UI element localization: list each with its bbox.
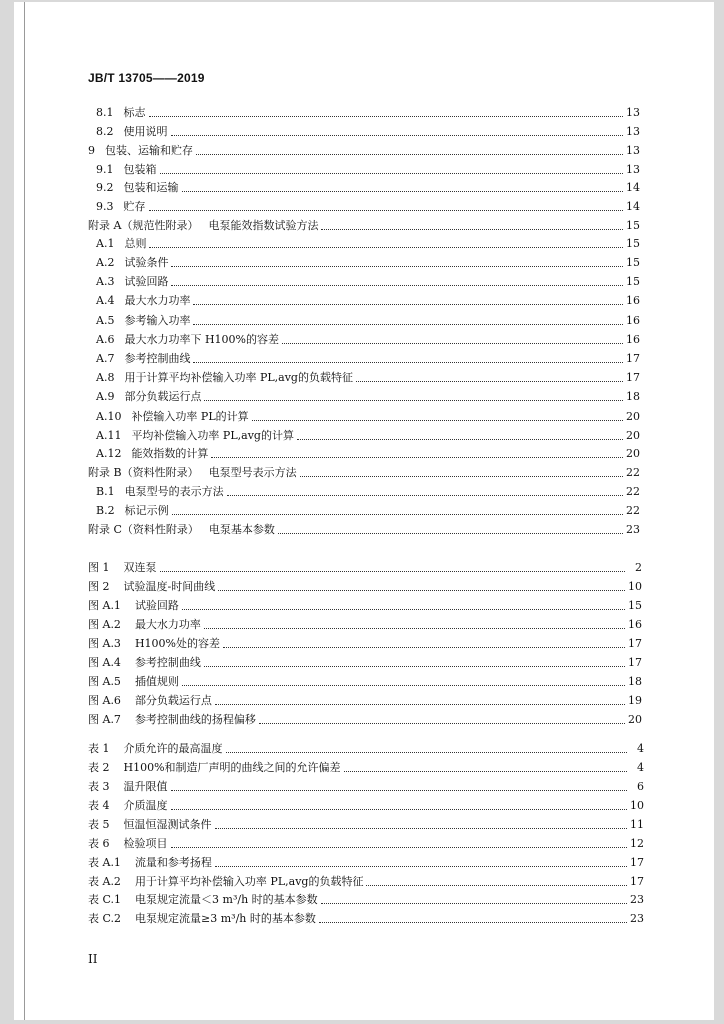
table-entry-title: 流量和参考扬程 (134, 856, 212, 869)
table-entry-number: 表 6 (88, 837, 110, 850)
section-entry-number: 9.3 (96, 200, 114, 213)
section-entry-title: 补偿输入功率 PL的计算 (131, 410, 249, 423)
figure-entry-number: 图 A.5 (88, 675, 121, 688)
section-entry-title: 使用说明 (123, 125, 168, 138)
section-entry-title: 电泵型号表示方法 (208, 466, 297, 479)
figure-entry-title: 试验回路 (134, 599, 179, 612)
section-toc-entry[interactable] (96, 369, 640, 385)
dot-leader (182, 609, 625, 610)
table-entry-number: 表 C.2 (88, 912, 122, 925)
table-entry-title: 检验项目 (123, 837, 168, 850)
dot-leader (366, 885, 627, 886)
section-toc-entry[interactable] (88, 521, 640, 537)
section-entry-page-number: 23 (626, 523, 640, 536)
section-entry-page-number: 13 (626, 163, 640, 176)
dot-leader (204, 666, 625, 667)
section-entry-number: B.1 (96, 485, 115, 498)
section-toc-entry[interactable] (96, 388, 640, 404)
figure-toc-entry[interactable] (88, 578, 642, 594)
table-entry-title: 用于计算平均补偿输入功率 PL,avg的负载特征 (134, 875, 364, 888)
section-entry-number: 9.1 (96, 163, 114, 176)
section-toc-entry[interactable] (96, 179, 640, 195)
section-toc-entry[interactable] (96, 312, 640, 328)
figure-toc-entry[interactable] (88, 559, 642, 575)
table-toc-entry[interactable] (88, 778, 644, 794)
figure-entry-page-number: 19 (628, 694, 642, 707)
section-entry-title: 包装箱 (123, 163, 157, 176)
section-entry-title: 最大水力功率 (124, 294, 191, 307)
dot-leader (171, 790, 628, 791)
figure-toc-entry[interactable] (88, 654, 642, 670)
section-entry-number: A.7 (96, 352, 115, 365)
section-entry-number: A.2 (96, 256, 115, 269)
table-toc-entry[interactable] (88, 873, 644, 889)
figure-entry-number: 图 A.6 (88, 694, 121, 707)
dot-leader (278, 533, 623, 534)
document-page (14, 2, 714, 1020)
figure-toc-entry[interactable] (88, 635, 642, 651)
dot-leader (259, 723, 625, 724)
section-entry-number: A.9 (96, 390, 115, 403)
section-entry-page-number: 16 (626, 333, 640, 346)
section-toc-entry[interactable] (96, 254, 640, 270)
figure-entry-page-number: 17 (628, 637, 642, 650)
dot-leader (149, 247, 623, 248)
section-entry-number: A.4 (96, 294, 115, 307)
section-entry-title: 平均补偿输入功率 PL,avg的计算 (131, 429, 294, 442)
figure-entry-title: 最大水力功率 (134, 618, 201, 631)
dot-leader (215, 704, 625, 705)
section-entry-page-number: 14 (626, 200, 640, 213)
section-entry-title: 总则 (124, 237, 147, 250)
table-toc-entry[interactable] (88, 835, 644, 851)
dot-leader (218, 590, 625, 591)
table-toc-entry[interactable] (88, 891, 644, 907)
table-entry-number: 表 1 (88, 742, 110, 755)
section-entry-number: 附录 C（资料性附录） (88, 523, 199, 536)
section-entry-page-number: 13 (626, 144, 640, 157)
section-entry-number: 9 (88, 144, 95, 157)
section-entry-title: 贮存 (123, 200, 146, 213)
figure-entry-number: 图 1 (88, 561, 110, 574)
section-entry-number: A.3 (96, 275, 115, 288)
dot-leader (319, 922, 627, 923)
dot-leader (344, 771, 627, 772)
table-entry-page-number: 12 (630, 837, 644, 850)
section-entry-title: 电泵能效指数试验方法 (208, 219, 319, 232)
table-entry-page-number: 6 (637, 780, 644, 793)
dot-leader (171, 266, 623, 267)
section-entry-page-number: 17 (626, 352, 640, 365)
dot-leader (227, 495, 623, 496)
table-toc-entry[interactable] (88, 759, 644, 775)
section-toc-entry[interactable] (96, 198, 640, 214)
section-entry-title: 用于计算平均补偿输入功率 PL,avg的负载特征 (124, 371, 353, 384)
figure-entry-number: 图 A.3 (88, 637, 121, 650)
section-entry-page-number: 22 (626, 466, 640, 479)
dot-leader (171, 809, 628, 810)
section-toc-entry[interactable] (96, 502, 640, 518)
section-entry-page-number: 20 (626, 429, 640, 442)
dot-leader (300, 476, 623, 477)
table-entry-number: 表 A.1 (88, 856, 121, 869)
table-entry-page-number: 23 (630, 912, 644, 925)
figure-entry-page-number: 10 (628, 580, 642, 593)
table-toc-entry[interactable] (88, 854, 644, 870)
dot-leader (160, 173, 624, 174)
table-entry-title: 介质温度 (123, 799, 168, 812)
section-toc-entry[interactable] (88, 142, 640, 158)
section-entry-page-number: 15 (626, 256, 640, 269)
section-entry-number: A.11 (96, 429, 122, 442)
figure-entry-number: 图 A.2 (88, 618, 121, 631)
section-entry-number: A.6 (96, 333, 115, 346)
section-entry-title: 最大水力功率下 H100%的容差 (124, 333, 279, 346)
table-toc-entry[interactable] (88, 797, 644, 813)
dot-leader (282, 343, 623, 344)
section-toc-entry[interactable] (96, 161, 640, 177)
table-entry-number: 表 5 (88, 818, 110, 831)
figure-entry-title: H100%处的容差 (134, 637, 220, 650)
section-entry-page-number: 22 (626, 504, 640, 517)
section-toc-entry[interactable] (96, 331, 640, 347)
figure-entry-page-number: 15 (628, 599, 642, 612)
dot-leader (149, 116, 624, 117)
table-toc-entry[interactable] (88, 910, 644, 926)
table-entry-page-number: 11 (630, 818, 644, 831)
table-toc-entry[interactable] (88, 816, 644, 832)
section-entry-title: 标记示例 (124, 504, 169, 517)
table-entry-title: 温升限值 (123, 780, 168, 793)
section-entry-page-number: 13 (626, 125, 640, 138)
section-toc-entry[interactable] (96, 350, 640, 366)
section-entry-page-number: 13 (626, 106, 640, 119)
section-entry-title: 试验条件 (124, 256, 169, 269)
dot-leader (356, 381, 623, 382)
section-toc-entry[interactable] (96, 292, 640, 308)
section-entry-page-number: 22 (626, 485, 640, 498)
table-entry-page-number: 4 (637, 742, 644, 755)
table-entry-number: 表 A.2 (88, 875, 121, 888)
table-entry-number: 表 4 (88, 799, 110, 812)
dot-leader (196, 154, 623, 155)
section-entry-page-number: 14 (626, 181, 640, 194)
section-entry-number: A.1 (96, 237, 115, 250)
figure-toc-entry[interactable] (88, 673, 642, 689)
section-entry-title: 能效指数的计算 (131, 447, 209, 460)
dot-leader (226, 752, 628, 753)
dot-leader (321, 229, 623, 230)
dot-leader (182, 685, 625, 686)
table-entry-number: 表 C.1 (88, 893, 122, 906)
section-toc-entry[interactable] (96, 235, 640, 251)
dot-leader (182, 191, 624, 192)
dot-leader (193, 362, 623, 363)
dot-leader (215, 828, 628, 829)
section-entry-number: A.10 (96, 410, 122, 423)
section-entry-title: 包装、运输和贮存 (105, 144, 193, 157)
section-toc-entry[interactable] (96, 123, 640, 139)
dot-leader (160, 571, 626, 572)
table-entry-page-number: 17 (630, 875, 644, 888)
table-toc-entry[interactable] (88, 740, 644, 756)
figure-entry-page-number: 16 (628, 618, 642, 631)
section-toc-entry[interactable] (96, 445, 640, 461)
figure-entry-title: 参考控制曲线 (134, 656, 201, 669)
section-entry-title: 试验回路 (124, 275, 169, 288)
table-entry-title: 电泵规定流量＜3 m³/h 时的基本参数 (135, 893, 318, 906)
table-entry-page-number: 10 (630, 799, 644, 812)
table-entry-number: 表 3 (88, 780, 110, 793)
section-entry-page-number: 16 (626, 294, 640, 307)
section-entry-title: 电泵基本参数 (208, 523, 275, 536)
dot-leader (204, 400, 623, 401)
dot-leader (149, 210, 624, 211)
figure-entry-title: 试验温度-时间曲线 (123, 580, 216, 593)
figure-entry-page-number: 17 (628, 656, 642, 669)
table-entry-page-number: 23 (630, 893, 644, 906)
figure-entry-number: 图 2 (88, 580, 110, 593)
section-toc-entry[interactable] (96, 273, 640, 289)
table-entry-title: 介质允许的最高温度 (123, 742, 223, 755)
figure-entry-number: 图 A.4 (88, 656, 121, 669)
section-entry-number: B.2 (96, 504, 115, 517)
dot-leader (171, 135, 624, 136)
section-toc-entry[interactable] (96, 427, 640, 443)
dot-leader (172, 514, 623, 515)
table-entry-page-number: 4 (637, 761, 644, 774)
section-entry-page-number: 15 (626, 219, 640, 232)
section-entry-title: 部分负载运行点 (124, 390, 202, 403)
dot-leader (193, 324, 623, 325)
figure-entry-number: 图 A.1 (88, 599, 121, 612)
section-entry-page-number: 18 (626, 390, 640, 403)
figure-entry-page-number: 18 (628, 675, 642, 688)
dot-leader (223, 647, 625, 648)
section-toc-entry[interactable] (96, 104, 640, 120)
section-toc-entry[interactable] (88, 217, 640, 233)
section-entry-page-number: 20 (626, 410, 640, 423)
table-entry-title: 电泵规定流量≥3 m³/h 时的基本参数 (135, 912, 316, 925)
section-toc-entry[interactable] (96, 483, 640, 499)
section-entry-title: 标志 (123, 106, 146, 119)
section-entry-title: 电泵型号的表示方法 (124, 485, 224, 498)
section-entry-number: A.8 (96, 371, 115, 384)
section-entry-number: 8.1 (96, 106, 114, 119)
dot-leader (204, 628, 625, 629)
figure-toc-entry[interactable] (88, 692, 642, 708)
dot-leader (171, 847, 628, 848)
section-entry-number: 8.2 (96, 125, 114, 138)
section-entry-page-number: 16 (626, 314, 640, 327)
section-entry-number: 9.2 (96, 181, 114, 194)
section-entry-page-number: 17 (626, 371, 640, 384)
page-number-footer: II (88, 952, 98, 966)
dot-leader (252, 420, 623, 421)
section-entry-page-number: 15 (626, 275, 640, 288)
section-entry-number: A.12 (96, 447, 122, 460)
figure-entry-page-number: 20 (628, 713, 642, 726)
section-entry-title: 包装和运输 (123, 181, 179, 194)
section-entry-number: A.5 (96, 314, 115, 327)
table-entry-number: 表 2 (88, 761, 110, 774)
dot-leader (321, 903, 627, 904)
table-entry-title: 恒温恒湿测试条件 (123, 818, 212, 831)
figure-entry-number: 图 A.7 (88, 713, 121, 726)
dot-leader (211, 457, 623, 458)
figure-entry-title: 部分负载运行点 (134, 694, 212, 707)
dot-leader (193, 304, 623, 305)
table-entry-title: H100%和制造厂声明的曲线之间的允许偏差 (123, 761, 341, 774)
figure-entry-title: 参考控制曲线的扬程偏移 (134, 713, 256, 726)
figure-toc-entry[interactable] (88, 597, 642, 613)
figure-toc-entry[interactable] (88, 711, 642, 727)
section-entry-number: 附录 B（资料性附录） (88, 466, 199, 479)
section-entry-number: 附录 A（规范性附录） (88, 219, 199, 232)
figure-entry-page-number: 2 (635, 561, 642, 574)
figure-entry-title: 插值规则 (134, 675, 179, 688)
page-edge-rule (24, 2, 25, 1020)
section-entry-title: 参考控制曲线 (124, 352, 191, 365)
section-entry-title: 参考输入功率 (124, 314, 191, 327)
section-toc-entry[interactable] (96, 408, 640, 424)
table-entry-page-number: 17 (630, 856, 644, 869)
figure-entry-title: 双连泵 (123, 561, 157, 574)
section-toc-entry[interactable] (88, 464, 640, 480)
section-entry-page-number: 15 (626, 237, 640, 250)
section-entry-page-number: 20 (626, 447, 640, 460)
dot-leader (297, 439, 623, 440)
dot-leader (171, 285, 623, 286)
standard-number-header: JB/T 13705——2019 (88, 71, 205, 85)
dot-leader (215, 866, 627, 867)
figure-toc-entry[interactable] (88, 616, 642, 632)
